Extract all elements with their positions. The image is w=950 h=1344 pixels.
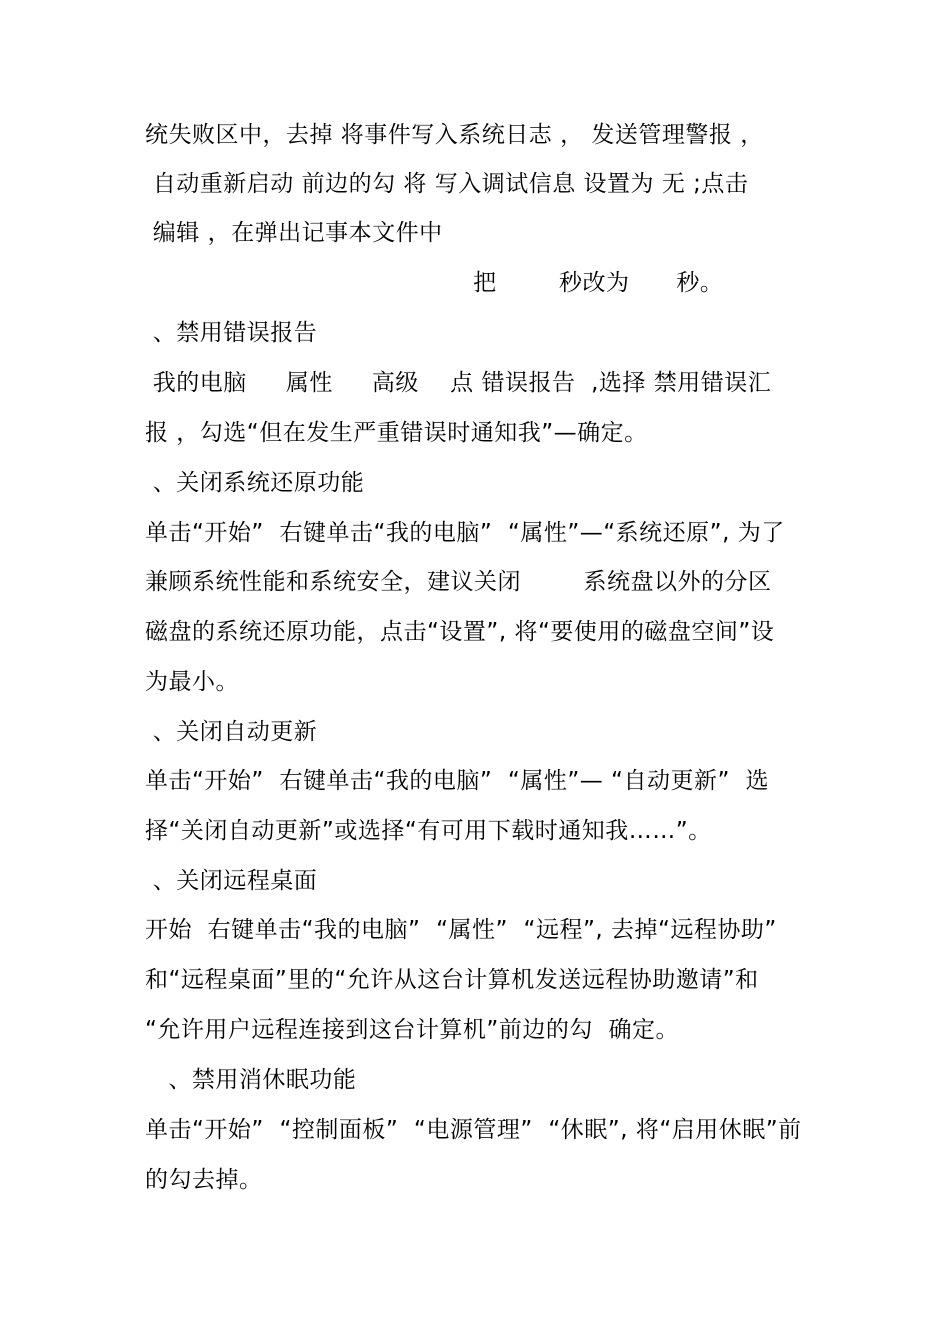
- text-line-9: 单击“开始” 右键单击“我的电脑” “属性”—“系统还原”, 为了: [145, 520, 785, 546]
- text-line-4: 把 秒改为 秒。: [145, 270, 724, 296]
- text-line-14: 单击“开始” 右键单击“我的电脑” “属性”— “自动更新” 选: [145, 768, 770, 794]
- section-heading-auto-update: 、关闭自动更新: [145, 719, 318, 745]
- section-heading-hibernate: 、禁用消休眠功能: [145, 1067, 357, 1093]
- text-line-2: 自动重新启动 前边的勾 将 写入调试信息 设置为 无 ;点击: [145, 171, 749, 197]
- text-line-22: 的勾去掉。: [145, 1167, 263, 1193]
- text-line-18: 和“远程桌面”里的“允许从这台计算机发送远程协助邀请”和: [145, 967, 759, 993]
- text-line-10: 兼顾系统性能和系统安全，建议关闭 系统盘以外的分区: [145, 569, 772, 595]
- text-line-11: 磁盘的系统还原功能，点击“设置”, 将“要使用的磁盘空间”设: [145, 619, 775, 645]
- text-line-3: 编辑 ，在弹出记事本文件中: [145, 220, 443, 246]
- section-heading-error-report: 、禁用错误报告: [145, 320, 318, 346]
- text-line-21: 单击“开始” “控制面板” “电源管理” “休眠”, 将“启用休眠”前: [145, 1117, 802, 1143]
- text-line-19: “允许用户远程连接到这台计算机”前边的勾 确定。: [145, 1017, 679, 1043]
- section-heading-remote-desktop: 、关闭远程桌面: [145, 868, 318, 894]
- text-line-15: 择“关闭自动更新”或选择“有可用下载时通知我……”。: [145, 818, 712, 844]
- text-line-17: 开始 右键单击“我的电脑” “属性” “远程”, 去掉“远程协助”: [145, 917, 777, 943]
- text-line-7: 报 ，勾选“但在发生严重错误时通知我”—确定。: [145, 420, 648, 446]
- section-heading-system-restore: 、关闭系统还原功能: [145, 470, 365, 496]
- text-line-1: 统失败区中，去掉 将事件写入系统日志 ， 发送管理警报 ，: [145, 122, 764, 148]
- text-line-12: 为最小。: [145, 669, 239, 695]
- text-line-6: 我的电脑 属性 高级 点 错误报告 ,选择 禁用错误汇: [145, 370, 772, 396]
